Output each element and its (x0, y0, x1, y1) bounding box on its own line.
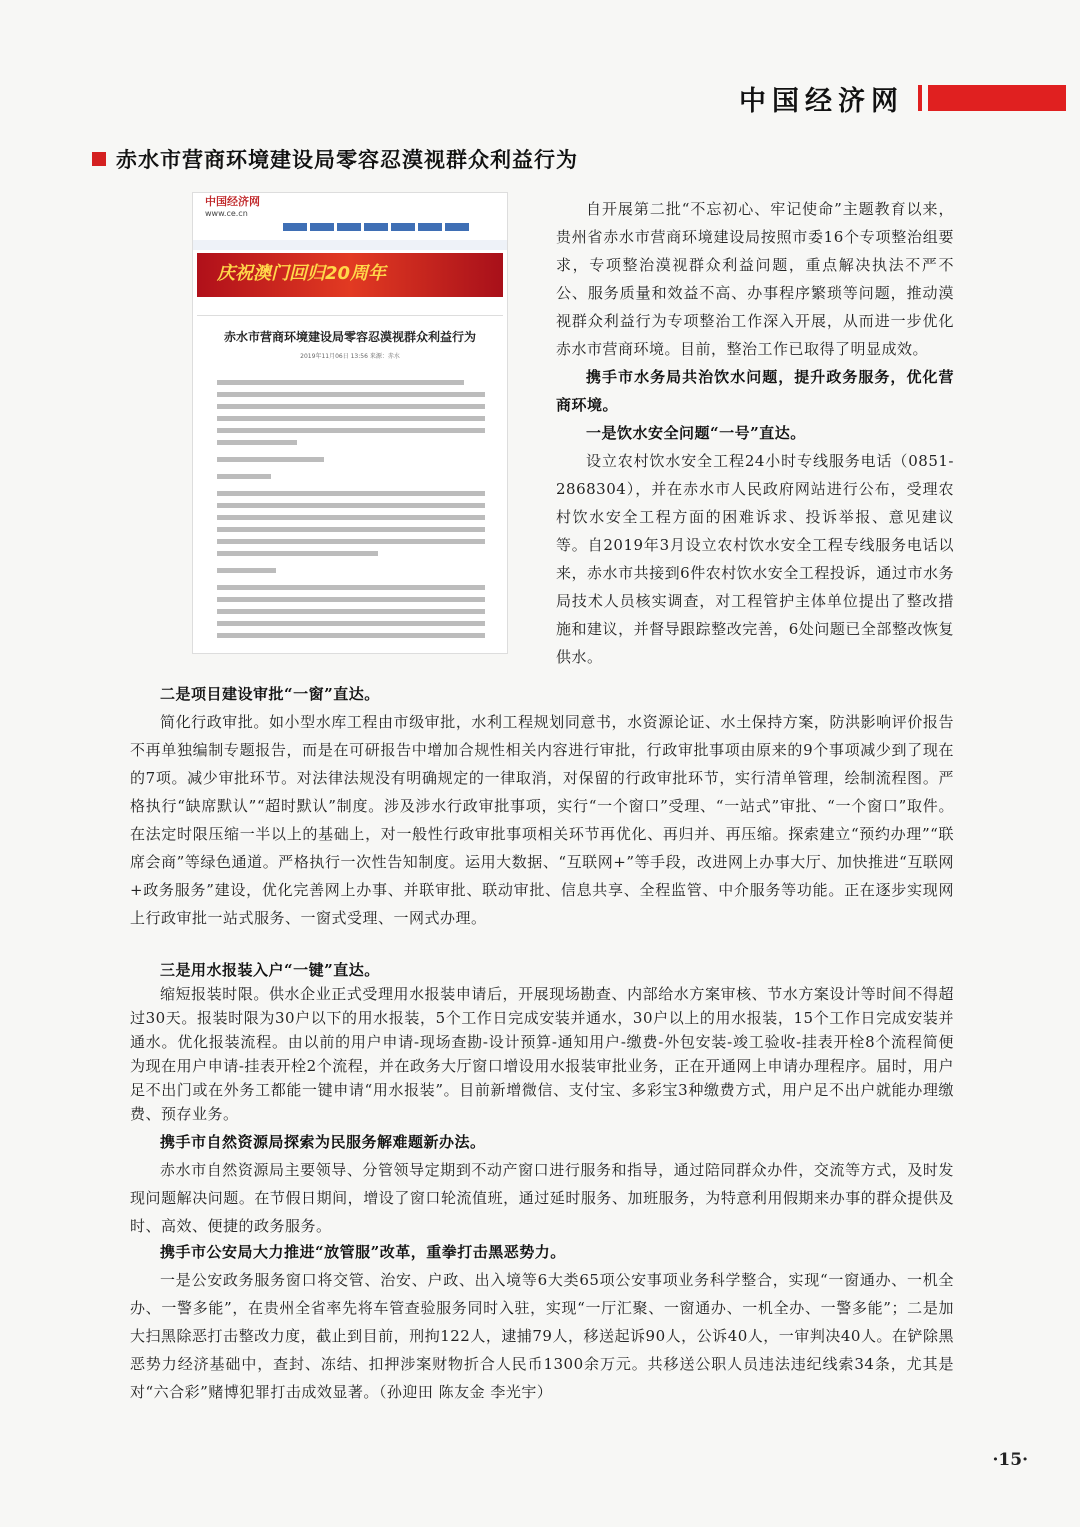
screenshot-meta: 2019年11月06日 13:56 来源：赤水 (300, 353, 400, 360)
intro-paragraph: 自开展第二批“不忘初心、牢记使命”主题教育以来，贵州省赤水市营商环境建设局按照市委16个专项整治组要求，专项整治漠视群众利益问题，重点解决执法不严不公、服务质量和效益不高、办事程序繁琐等问题，推动漠视群众利益行为专项整治工作深入开展，从而进一步优化赤水市营商环境。目前，整治工作已取得了明显成效。 (556, 200, 954, 358)
screenshot-banner-text: 庆祝澳门回归20周年 (217, 263, 387, 284)
subheading-water-install: 三是用水报装入户“一键”直达。 (160, 961, 380, 979)
paragraph-police: 一是公安政务服务窗口将交管、治安、户政、出入境等6大类65项公安事项业务科学整合，实现“一窗通办、一机全办、一警多能”，在贵州全省率先将车管查验服务同时入驻，实现“一厅汇聚、一窗通办、一机全办、一警多能”；二是加大扫黑除恶打击整改力度，截止到目前，刑拘122人，逮捕79人，移送起诉90人，公诉40人，一审判决40人。在铲除黑恶势力经济基础中，查封、冻结、扣押涉案财物折合人民币1300余万元。共移送公职人员违法违纪线索34条，尤其是对“六合彩”赌博犯罪打击成效显著。（孙迎田 陈友金 李光宇） (130, 1271, 954, 1401)
section-heading-water: 携手市水务局共治饮水问题，提升政务服务，优化营商环境。 (556, 368, 954, 414)
article-title: 赤水市营商环境建设局零容忍漠视群众利益行为 (116, 148, 578, 172)
body-block-natural-resources (130, 1128, 954, 1240)
body-block-water-install (130, 958, 954, 1126)
screenshot-inner-title: 赤水市营商环境建设局零容忍漠视群众利益行为 (223, 330, 476, 344)
subheading-drinking-water: 一是饮水安全问题“一号”直达。 (586, 424, 806, 442)
article-title-row (92, 144, 578, 174)
section-heading-police: 携手市公安局大力推进“放管服”改革，重拳打击黑恶势力。 (160, 1243, 566, 1261)
webpage-screenshot (192, 192, 508, 654)
masthead (739, 80, 1066, 116)
screenshot-header (193, 193, 507, 223)
screenshot-logo (205, 196, 260, 220)
screenshot-topnav (283, 223, 507, 237)
masthead-name: 中国经济网 (739, 85, 904, 117)
paragraph-drinking-water: 设立农村饮水安全工程24小时专线服务电话（0851-2868304），并在赤水市人民政府网站进行公布，受理农村饮水安全工程方面的困难诉求、投诉举报、意见建议等。自2019年3月设立农村饮水安全工程专线服务电话以来，赤水市共接到6件农村饮水安全工程投诉，通过市水务局技术人员核实调查，对工程管护主体单位提出了整改措施和建议，并督导跟踪整改完善，6处问题已全部整改恢复供水。 (556, 452, 954, 666)
paragraph-water-install: 缩短报装时限。供水企业正式受理用水报装申请后，开展现场勘查、内部给水方案审核、节水方案设计等时间不得超过30天。报装时限为30户以下的用水报装，5个工作日完成安装并通水，30户以上的用水报装，15个工作日完成安装并通水。优化报装流程。由以前的用户申请-现场查勘-设计预算-通知用户-缴费-外包安装-竣工验收-挂表开栓8个流程简便为现在用户申请-挂表开栓2个流程，并在政务大厅窗口增设用水报装审批业务，正在开通网上申请办理程序。届时，用户足不出门或在外务工都能一键申请“用水报装”。目前新增微信、支付宝、多彩宝3种缴费方式，用户足不出户就能办理缴费、预存业务。 (130, 985, 954, 1123)
paragraph-natural-resources: 赤水市自然资源局主要领导、分管领导定期到不动产窗口进行服务和指导，通过陪同群众办件，交流等方式，及时发现问题解决问题。在节假日期间，增设了窗口轮流值班，通过延时服务、加班服务，为特意利用假期来办事的群众提供及时、高效、便捷的政务服务。 (130, 1161, 954, 1235)
body-block-police (130, 1238, 954, 1406)
masthead-bar (928, 85, 1066, 111)
page-number: ·15· (992, 1450, 1028, 1470)
screenshot-breadcrumb (197, 303, 503, 316)
screenshot-banner (197, 253, 503, 297)
screenshot-subnav (193, 240, 507, 250)
screenshot-body-lines (217, 380, 485, 638)
masthead-bar-thin (918, 85, 922, 111)
screenshot-logo-url: www.ce.cn (205, 209, 248, 218)
body-block-approval (130, 680, 954, 932)
section-heading-natural-resources: 携手市自然资源局探索为民服务解难题新办法。 (160, 1133, 486, 1151)
right-column (556, 195, 954, 671)
screenshot-logo-text: 中国经济网 (205, 195, 260, 208)
paragraph-project-approval: 简化行政审批。如小型水库工程由市级审批，水利工程规划同意书，水资源论证、水土保持方案，防洪影响评价报告不再单独编制专题报告，而是在可研报告中增加合规性相关内容进行审批，行政审批事项由原来的9个事项减少到了现在的7项。减少审批环节。对法律法规没有明确规定的一律取消，对保留的行政审批环节，实行清单管理，绘制流程图。严格执行“缺席默认”“超时默认”制度。涉及涉水行政审批事项，实行“一个窗口”受理、“一站式”审批、“一个窗口”取件。在法定时限压缩一半以上的基础上，对一般性行政审批事项相关环节再优化、再归并、再压缩。探索建立“预约办理”“联席会商”等绿色通道。严格执行一次性告知制度。运用大数据、“互联网+”等手段，改进网上办事大厅、加快推进“互联网+政务服务”建设，优化完善网上办事、并联审批、联动审批、信息共享、全程监管、中介服务等功能。正在逐步实现网上行政审批一站式服务、一窗式受理、一网式办理。 (130, 713, 954, 927)
subheading-project-approval: 二是项目建设审批“一窗”直达。 (160, 685, 380, 703)
title-square-icon (92, 152, 106, 166)
